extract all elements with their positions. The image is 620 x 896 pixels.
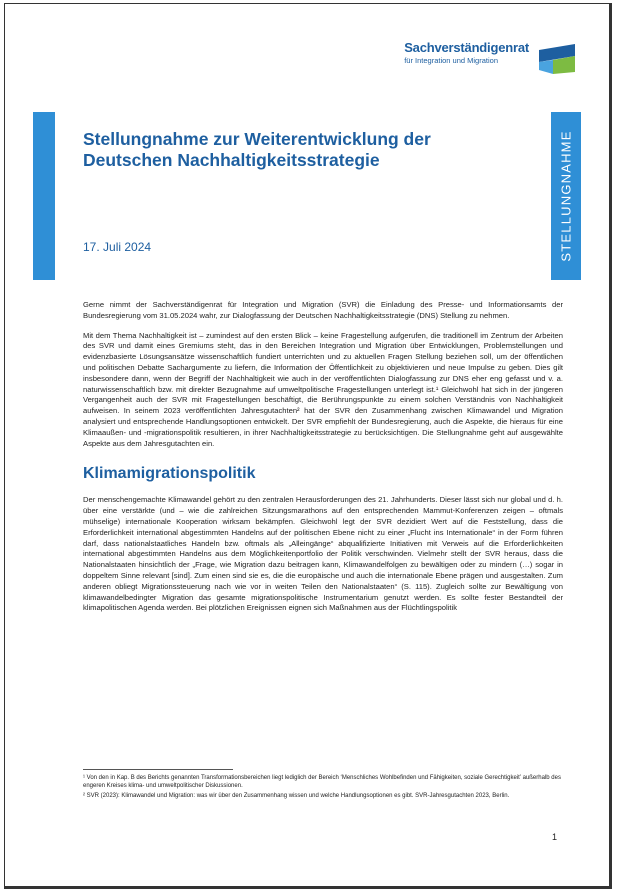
- document-page: [4, 3, 612, 889]
- svr-logo: [404, 40, 579, 76]
- document-date: 17. Juli 2024: [83, 240, 152, 254]
- logo-text: [404, 40, 529, 65]
- section-paragraph: Der menschengemachte Klimawandel gehört zu den zentralen Herausforderungen des 21. Jahrhunderts. Dieser lässt sich nur global und d. h. über eine verstärkte (und – wie die zahlreichen Sitzungsmarathons auf den entsprechenden Mammut-Konferenzen zeigen – oftmals mühselige) internationale Kooperation wirksam bekämpfen. Gleichwohl legt der SVR dezidiert Wert auf die Feststellung, dass die Erforderlichkeit international abgestimmten Handelns auf der politischen Ebene nicht zu einer „Flucht ins Internationale“ in der Form führen darf, dass nationalstaatliches Handeln bzw. oftmals als „Alleingänge“ abqualifizierte Initiativen mit Verweis auf die Erforderlichkeiten international abgestimmten Handelns aus dem Möglichkeitenportfolio der Politik verschwinden. Vielmehr stellt der SVR heraus, dass die Nationalstaaten hinsichtlich der „Frage, wie Migration dazu beitragen kann, Klimawandelfolgen zu bewältigen oder zu mindern (…) sogar in doppeltem Sinne relevant [sind]. Zum einen sind sie es, die die europäische und auch die internationale Ebene prägen und ausgestalten. Zum anderen obliegt Migrationssteuerung nach wie vor in weiten Teilen den Nationalstaaten“ (S. 115). Zugleich sollte zur Bewältigung von klimawandelbedingter Migration das gesamte migrationspolitische Instrumentarium genutzt werden. Es sollte fester Bestandteil der klimapolitischen Agenda werden. Bei plötzlichen Ereignissen eignen sich Maßnahmen aus der Flüchtlingspolitik: [83, 495, 563, 613]
- footnote-2: ² SVR (2023): Klimawandel und Migration: was wir über den Zusammenhang wissen und welche Handlungsoptionen es gibt. SVR-Jahresgutachten 2023, Berlin.: [83, 793, 510, 799]
- document-body: [83, 300, 563, 623]
- document-title: Stellungnahme zur Weiterentwicklung der Deutschen Nachhaltigkeitsstrategie: [83, 129, 431, 170]
- accent-bar-left: [33, 112, 55, 280]
- section-heading: Klimamigrationspolitik: [83, 465, 256, 483]
- body-paragraph: Mit dem Thema Nachhaltigkeit ist – zumindest auf den ersten Blick – keine Fragestellung aufgerufen, die traditionell im Zentrum der Arbeiten des SVR und damit eines Gremiums steht, das in den Bereichen Integration und Migration über Entwicklungen, Problemstellungen und evidenzbasierte Lösungsansätze wissenschaftlich fundiert unterrichten und zu aktuellen Fragen Stellung beziehen soll, um der öffentlichen und politischen Debatte Sachargumente zu liefern, die Information der Öffentlichkeit zu objektivieren und neue Impulse zu geben. Dies gilt insbesondere dann, wenn der Begriff der Nachhaltigkeit wie auch in der veröffentlichten Dialogfassung zur DNS eher eng gefasst und v. a. naturwissenschaftlich bzw. mit direkter Bezugnahme auf umweltpolitische Fragestellungen unterlegt ist.¹ Gleichwohl hat sich in der jüngeren Vergangenheit auch der SVR mit Fragestellungen beschäftigt, die Berührungspunkte zu einem solchen Verständnis von Nachhaltigkeit aufweisen. In seinem 2023 veröffentlichten Jahresgutachten² hat der SVR den Zusammenhang zwischen Klimawandel und Migration analysiert und entsprechende Handlungsoptionen entwickelt. Der SVR empfiehlt der Bundesregierung, auch die Aspekte, die hieraus für eine Klimaaußen- und -migrationspolitik resultieren, in ihrer Nachhaltigkeitsstrategie zu berücksichtigen. Die Stellungnahme geht auf ausgewählte Aspekte aus dem Jahresgutachten ein.: [83, 330, 563, 448]
- accent-bar-right: [551, 112, 581, 280]
- logo-mark-icon: [535, 42, 579, 76]
- logo-subtitle: für Integration und Migration: [404, 56, 498, 65]
- page-number: 1: [551, 832, 557, 842]
- document-type-label: STELLUNGNAHME: [558, 130, 574, 262]
- footnote-divider: [83, 769, 233, 770]
- footnote-1: ¹ Von den in Kap. B des Berichts genannten Transformationsbereichen liegt lediglich der Bereich ‘Menschliches Wohlbefinden und Fähigkeiten, soziale Gerechtigkeit’ außerhalb des engeren Kreises klima- und umweltpolitischer Diskussionen.: [83, 775, 561, 789]
- logo-name: Sachverständigenrat: [404, 40, 529, 55]
- intro-paragraph: Gerne nimmt der Sachverständigenrat für Integration und Migration (SVR) die Einladung des Presse- und Informationsamts der Bundesregierung vom 31.05.2024 wahr, zur Dialogfassung der Deutschen Nachhaltigkeitsstrategie (DNS) Stellung zu nehmen.: [83, 300, 563, 320]
- footnotes: [83, 769, 563, 802]
